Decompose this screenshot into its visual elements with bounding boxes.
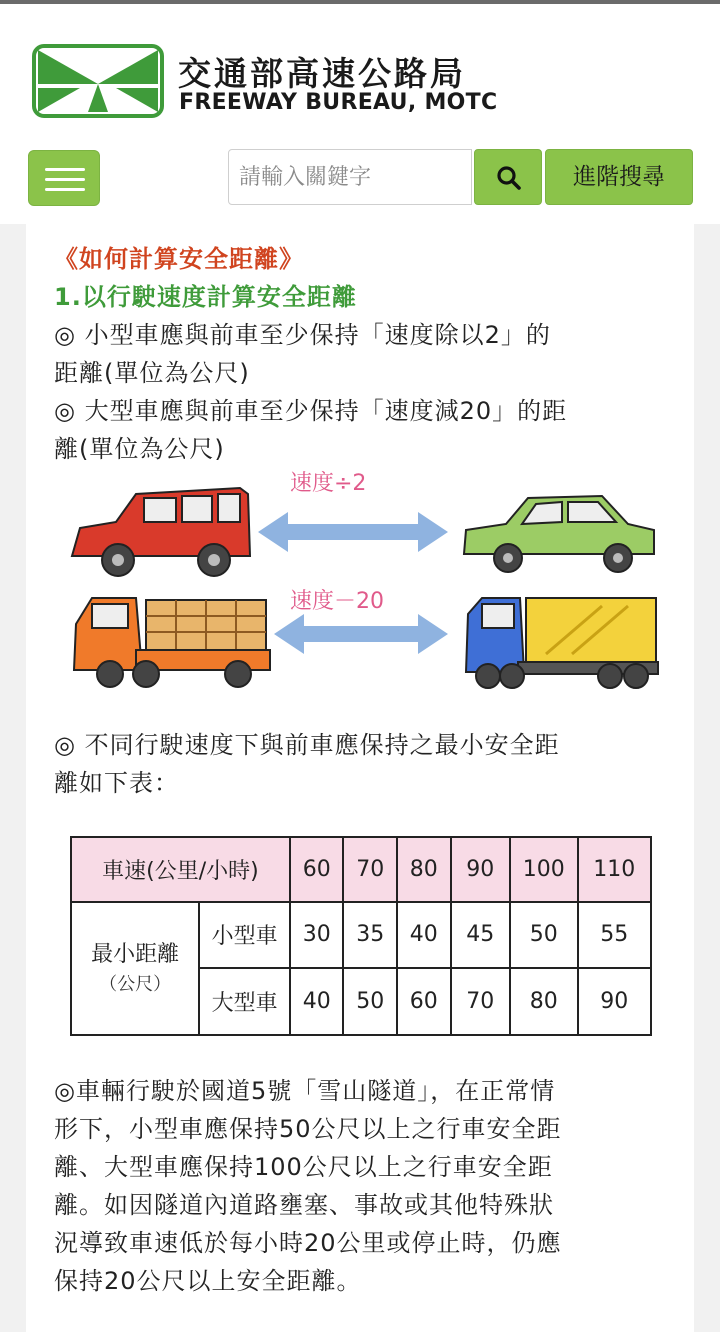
freeway-bureau-logo[interactable]	[32, 44, 164, 118]
green-car-icon	[464, 496, 654, 572]
tunnel-rule-line: 保持20公尺以上安全距離。	[54, 1267, 362, 1295]
section-title: 1.以行駛速度計算安全距離	[54, 283, 357, 311]
rule-small-car-line2: 距離(單位為公尺)	[54, 359, 250, 387]
brand-name-english: FREEWAY BUREAU, MOTC	[179, 90, 498, 115]
search-button[interactable]	[474, 149, 542, 205]
tunnel-rule-line: 況導致車速低於每小時20公里或停止時，仍應	[54, 1229, 562, 1257]
unit-label: （公尺）	[99, 974, 172, 996]
double-arrow-icon	[274, 614, 448, 654]
table-header-row	[71, 837, 651, 902]
advanced-search-button[interactable]: 進階搜尋	[545, 149, 693, 205]
table-intro-line1: ◎ 不同行駛速度下與前車應保持之最小安全距	[54, 731, 560, 759]
small-car-distance: 50	[510, 902, 578, 969]
large-car-label: 大型車	[199, 968, 290, 1035]
site-header	[0, 4, 720, 224]
speed-cell: 110	[578, 837, 652, 902]
rule-large-car-line2: 離(單位為公尺)	[54, 435, 225, 463]
tunnel-rule-line: 形下，小型車應保持50公尺以上之行車安全距	[54, 1115, 562, 1143]
speed-cell: 100	[510, 837, 578, 902]
speed-cell: 80	[397, 837, 451, 902]
table-row-small-car	[71, 902, 651, 969]
small-car-distance: 55	[578, 902, 652, 969]
orange-truck-icon	[74, 598, 270, 687]
large-car-distance: 40	[290, 968, 344, 1035]
tunnel-rule-line: 離。如因隧道內道路壅塞、事故或其他特殊狀	[54, 1191, 554, 1219]
brand-name-chinese: 交通部高速公路局	[178, 54, 466, 93]
illustration-label-large: 速度－20	[290, 589, 384, 614]
speed-cell: 60	[290, 837, 344, 902]
hamburger-menu-button[interactable]	[28, 150, 100, 206]
large-car-distance: 70	[451, 968, 510, 1035]
illustration-label-small: 速度÷2	[290, 471, 367, 496]
table-intro-line2: 離如下表：	[54, 769, 179, 797]
large-car-distance: 90	[578, 968, 652, 1035]
search-icon	[496, 165, 522, 191]
small-car-distance: 40	[397, 902, 451, 969]
large-car-distance: 60	[397, 968, 451, 1035]
tunnel-rule-line: ◎車輛行駛於國道5號「雪山隧道」，在正常情	[54, 1077, 556, 1105]
search-input[interactable]	[228, 149, 472, 205]
red-car-icon	[72, 488, 250, 576]
safe-distance-table	[70, 836, 652, 1036]
safe-distance-illustration	[62, 464, 662, 694]
rule-small-car-line1: ◎ 小型車應與前車至少保持「速度除以2」的	[54, 321, 551, 349]
small-car-distance: 30	[290, 902, 344, 969]
small-car-label: 小型車	[199, 902, 290, 969]
speed-cell: 70	[343, 837, 397, 902]
tunnel-rule-line: 離、大型車應保持100公尺以上之行車安全距	[54, 1153, 553, 1181]
min-distance-label: 最小距離	[91, 942, 180, 968]
small-car-distance: 35	[343, 902, 397, 969]
article-content	[26, 224, 694, 1332]
menu-icon-bar	[45, 168, 85, 171]
cargo-truck-icon	[466, 598, 658, 688]
menu-icon-bar	[45, 178, 85, 181]
speed-cell: 90	[451, 837, 510, 902]
min-distance-label-cell	[71, 902, 199, 1035]
speed-header-cell: 車速(公里/小時)	[71, 837, 290, 902]
large-car-distance: 50	[343, 968, 397, 1035]
menu-icon-bar	[45, 188, 85, 191]
small-car-distance: 45	[451, 902, 510, 969]
article-heading: 《如何計算安全距離》	[54, 245, 304, 273]
large-car-distance: 80	[510, 968, 578, 1035]
rule-large-car-line1: ◎ 大型車應與前車至少保持「速度減20」的距	[54, 397, 568, 425]
double-arrow-icon	[258, 512, 448, 552]
